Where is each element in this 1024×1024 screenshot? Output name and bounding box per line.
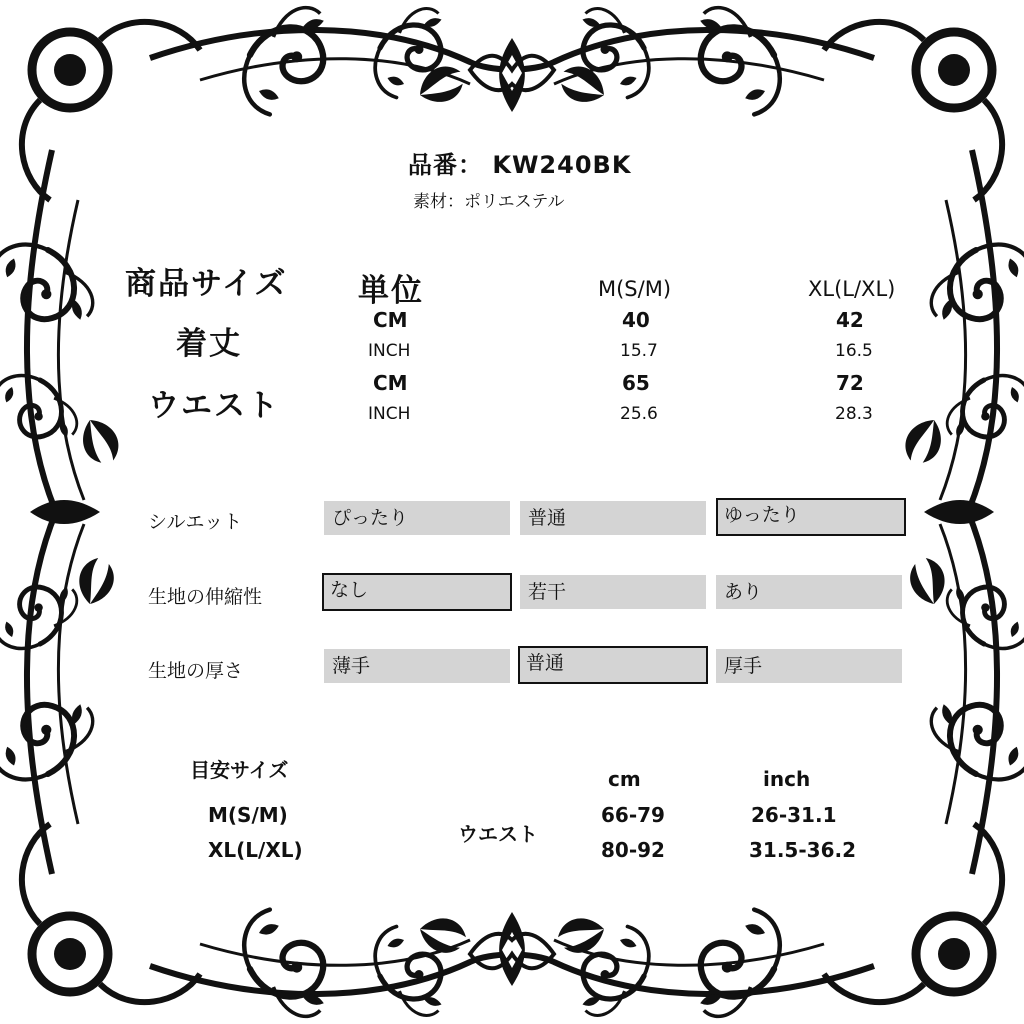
option-cell: ぴったり	[324, 501, 510, 535]
guide-value: 80-92	[601, 838, 665, 862]
option-cell: あり	[716, 575, 902, 609]
guide-col-inch: inch	[763, 767, 811, 791]
option-cell: 薄手	[324, 649, 510, 683]
unit-inch: INCH	[368, 404, 411, 424]
attr-label-thickness: 生地の厚さ	[148, 660, 244, 682]
guide-measure-label: ウエスト	[458, 822, 538, 846]
guide-value: 26-31.1	[751, 803, 837, 827]
value-cell: 40	[622, 308, 650, 332]
row-label-length: 着丈	[176, 326, 242, 362]
option-cell-selected: 普通	[518, 646, 708, 684]
value-cell: 65	[622, 371, 650, 395]
attr-label-stretch: 生地の伸縮性	[148, 586, 263, 608]
value-cell: 16.5	[835, 341, 873, 361]
option-cell: 若干	[520, 575, 706, 609]
guide-value: 66-79	[601, 803, 665, 827]
guide-size-xl: XL(L/XL)	[208, 838, 303, 862]
material-label: 素材：ポリエステル	[413, 192, 565, 212]
option-cell: 厚手	[716, 649, 902, 683]
attr-label-silhouette: シルエット	[148, 511, 243, 533]
value-cell: 72	[836, 371, 864, 395]
guide-size-m: M(S/M)	[208, 803, 288, 827]
value-cell: 28.3	[835, 404, 873, 424]
value-cell: 15.7	[620, 341, 658, 361]
option-cell: 普通	[520, 501, 706, 535]
guide-value: 31.5-36.2	[749, 838, 856, 862]
column-header-m: M(S/M)	[598, 277, 672, 301]
row-label-waist: ウエスト	[148, 388, 280, 424]
unit-header: 単位	[358, 273, 424, 309]
guide-heading: 目安サイズ	[190, 758, 289, 782]
value-cell: 25.6	[620, 404, 658, 424]
size-table-heading: 商品サイズ	[125, 266, 288, 302]
option-cell-selected: ゆったり	[716, 498, 906, 536]
unit-inch: INCH	[368, 341, 411, 361]
unit-cm: CM	[373, 371, 408, 395]
column-header-xl: XL(L/XL)	[808, 277, 896, 301]
unit-cm: CM	[373, 308, 408, 332]
option-cell-selected: なし	[322, 573, 512, 611]
value-cell: 42	[836, 308, 864, 332]
guide-col-cm: cm	[608, 767, 641, 791]
product-code: 品番： KW240BK	[408, 151, 632, 179]
